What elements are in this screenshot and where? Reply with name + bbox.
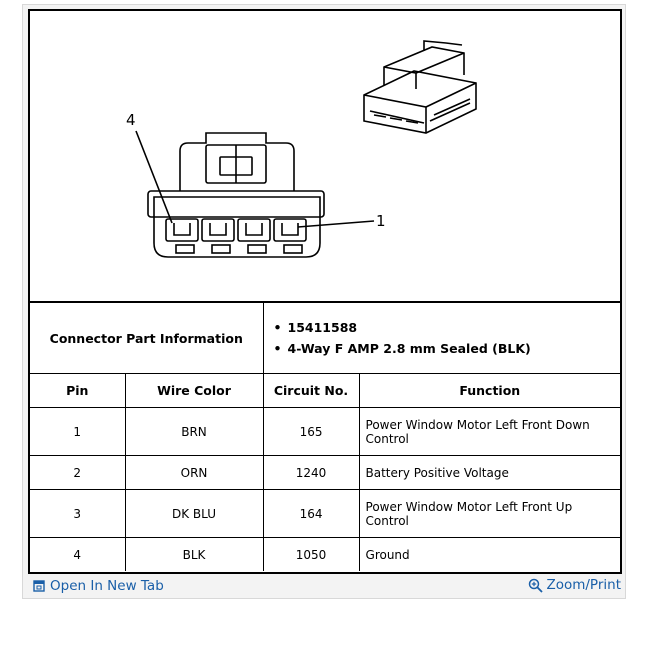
wire-color-cell: BRN	[125, 408, 263, 456]
connector-description: • 4-Way F AMP 2.8 mm Sealed (BLK)	[288, 338, 615, 359]
connector-info-row	[30, 303, 620, 374]
table-row	[30, 408, 620, 456]
table-row	[30, 538, 620, 572]
pin-cavity-1	[274, 219, 306, 241]
header-function: Function	[359, 374, 620, 408]
zoom-in-icon	[528, 578, 543, 593]
circuit-cell: 165	[263, 408, 359, 456]
part-number: • 15411588	[288, 317, 615, 338]
connector-info-list	[263, 303, 620, 374]
pin-cell: 1	[30, 408, 125, 456]
pin-cell: 3	[30, 490, 125, 538]
circuit-cell: 164	[263, 490, 359, 538]
circuit-cell: 1050	[263, 538, 359, 572]
pin-cell: 2	[30, 456, 125, 490]
callout-line-1	[298, 221, 374, 227]
image-card	[22, 4, 626, 599]
connector-flange	[148, 191, 324, 217]
function-cell: Power Window Motor Left Front Down Control	[359, 408, 620, 456]
pin-cavity-4	[166, 219, 198, 241]
table-header-row	[30, 374, 620, 408]
function-cell: Battery Positive Voltage	[359, 456, 620, 490]
connector-diagram	[30, 11, 620, 303]
connector-drawing	[30, 11, 620, 301]
pin-cell: 4	[30, 538, 125, 572]
function-cell: Power Window Motor Left Front Up Control	[359, 490, 620, 538]
table-row	[30, 490, 620, 538]
open-in-new-tab-label: Open In New Tab	[50, 578, 164, 594]
pin-cavity-2	[238, 219, 270, 241]
callout-pin-1: 1	[376, 212, 386, 230]
header-pin: Pin	[30, 374, 125, 408]
circuit-cell: 1240	[263, 456, 359, 490]
open-in-new-tab-link[interactable]	[33, 578, 164, 594]
image-footer	[23, 575, 627, 599]
new-tab-icon	[33, 580, 45, 592]
wire-color-cell: ORN	[125, 456, 263, 490]
connector-iso-view	[364, 41, 476, 133]
wire-color-cell: DK BLU	[125, 490, 263, 538]
connector-info-label: Connector Part Information	[30, 303, 263, 374]
header-circuit-no: Circuit No.	[263, 374, 359, 408]
header-wire-color: Wire Color	[125, 374, 263, 408]
connector-body	[154, 197, 320, 257]
table-row	[30, 456, 620, 490]
zoom-print-label: Zoom/Print	[546, 577, 621, 593]
wire-color-cell: BLK	[125, 538, 263, 572]
pin-cavity-3	[202, 219, 234, 241]
connector-document	[28, 9, 622, 574]
function-cell: Ground	[359, 538, 620, 572]
callout-pin-4: 4	[126, 111, 136, 129]
pinout-table	[30, 303, 620, 571]
zoom-print-link[interactable]	[528, 577, 621, 593]
